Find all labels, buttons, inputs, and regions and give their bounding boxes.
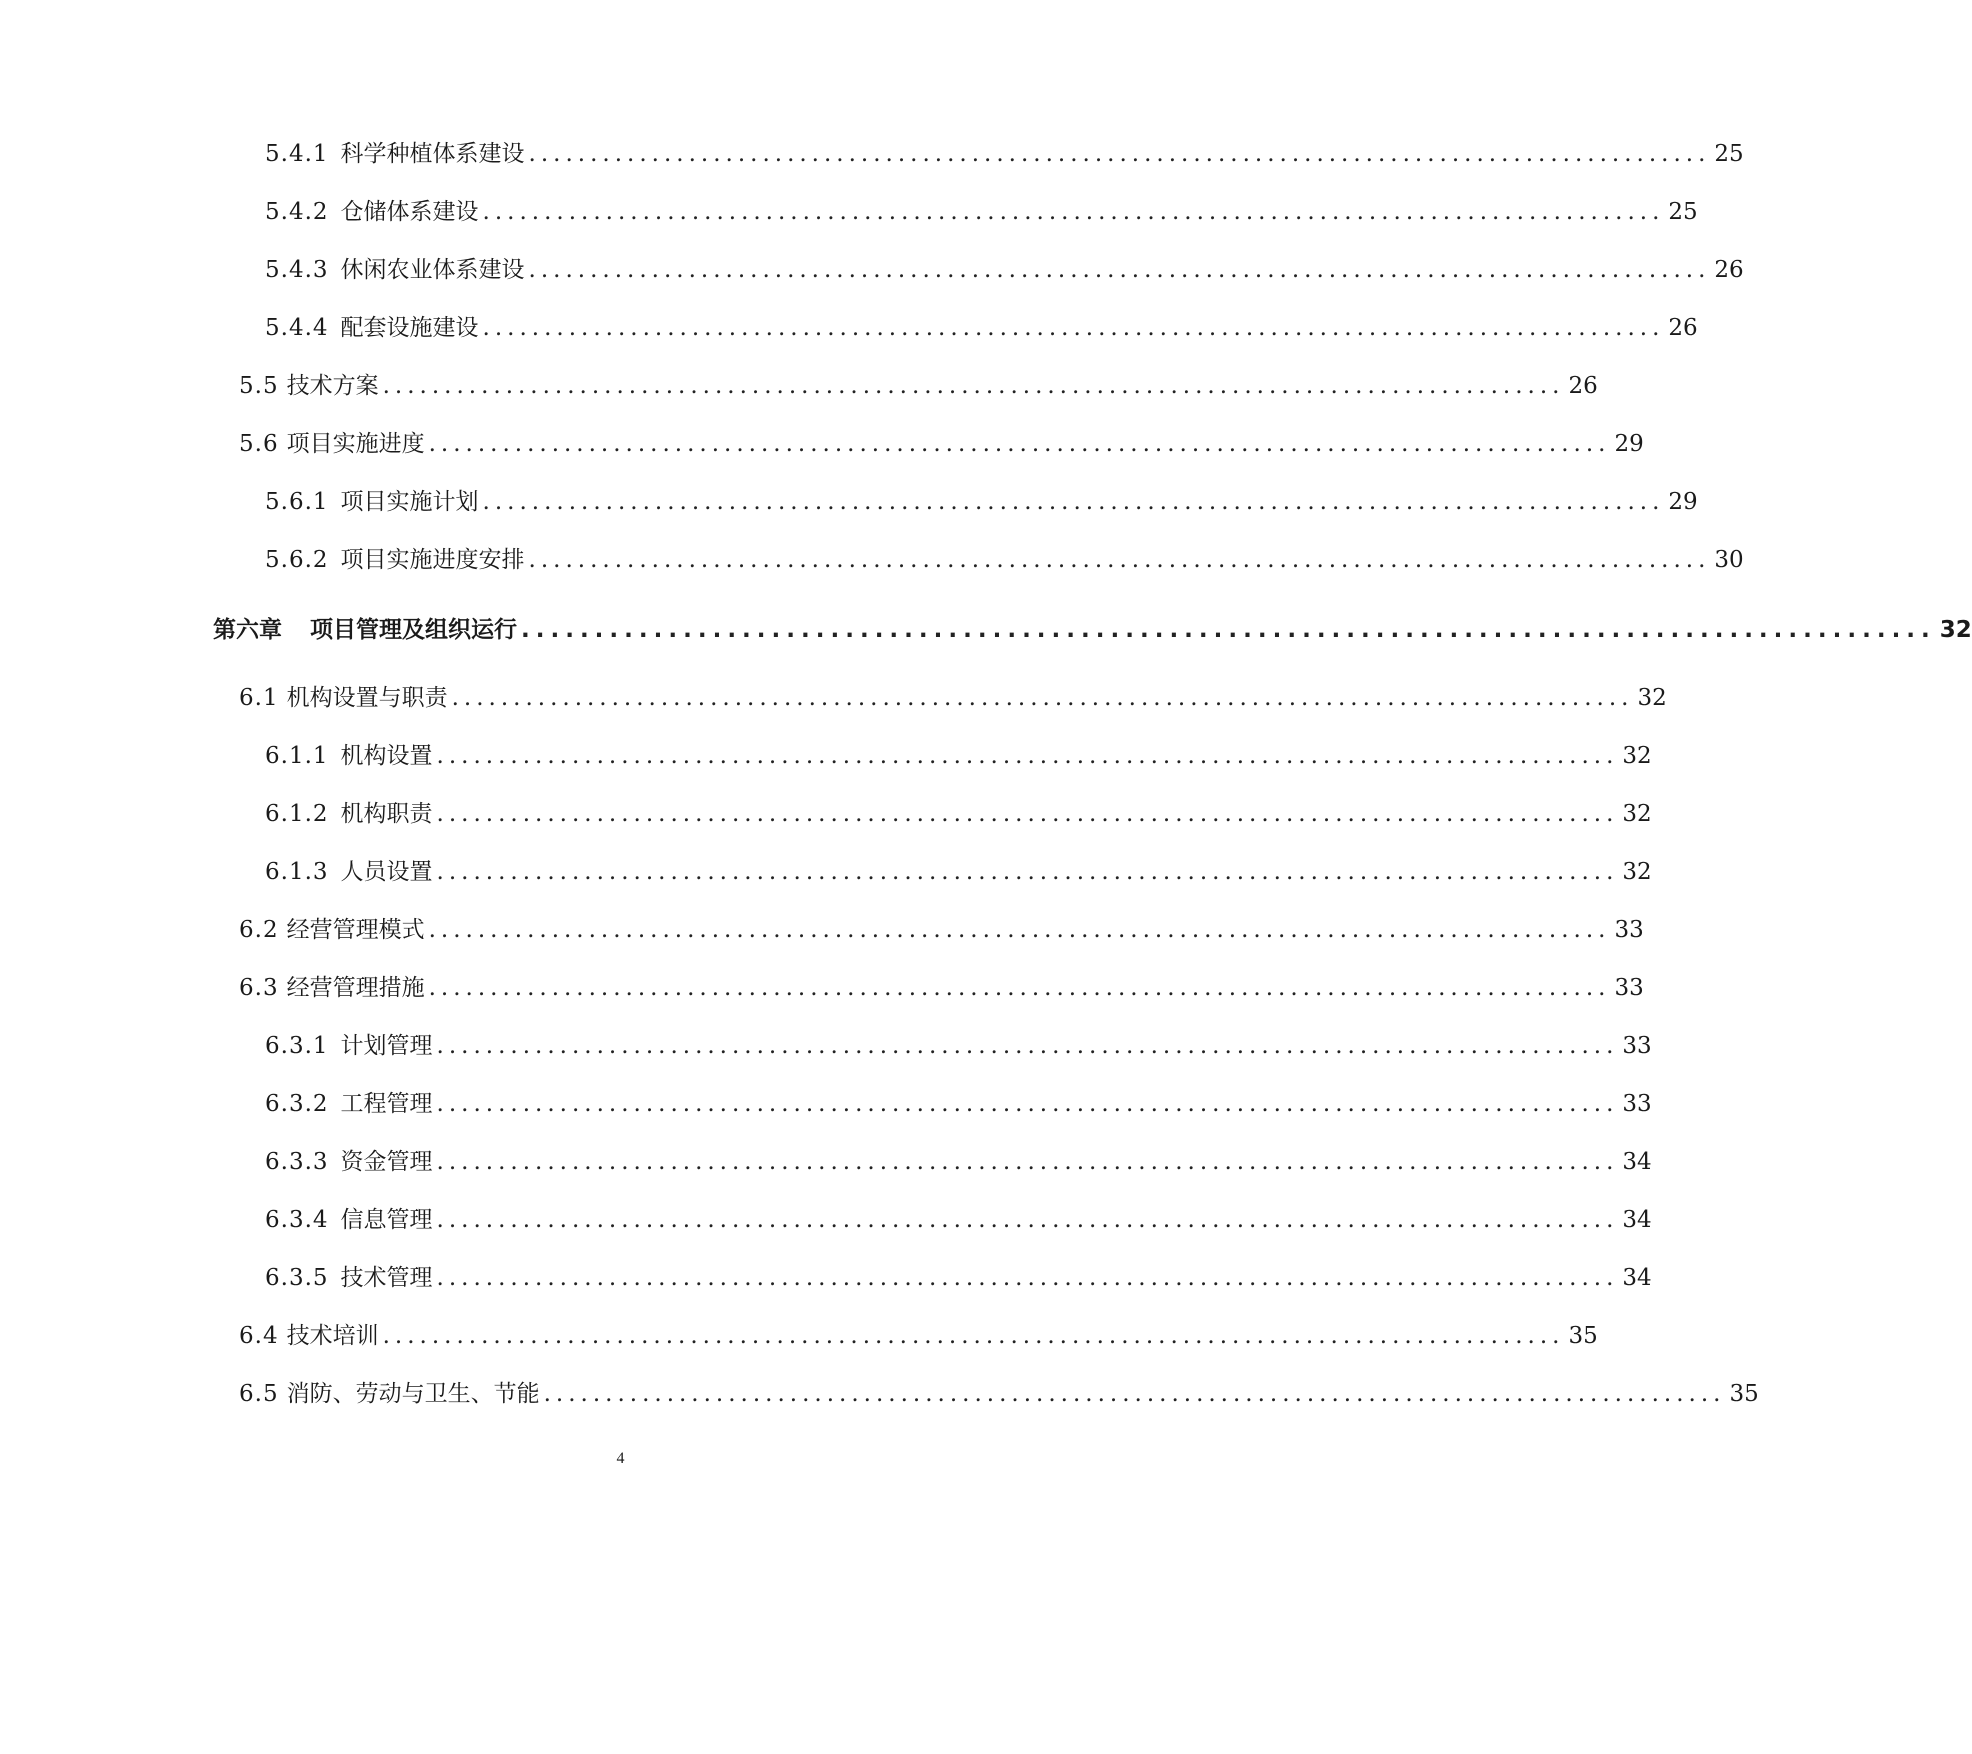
toc-entry-number: 6.5 (239, 1381, 279, 1407)
toc-entry-number: 6.1.2 (265, 801, 329, 827)
toc-entry-page: 25 (1714, 141, 1744, 167)
toc-entry-number: 5.4.2 (265, 199, 329, 225)
toc-entry[interactable] (265, 850, 1652, 886)
toc-entry[interactable] (265, 792, 1652, 828)
toc-entry[interactable] (239, 966, 1644, 1002)
toc-entry-page: 30 (1714, 547, 1744, 573)
toc-entry-title: 项目实施计划 (340, 489, 479, 515)
toc-entry-number: 6.1.1 (265, 743, 329, 769)
toc-entry[interactable] (265, 1024, 1652, 1060)
toc-entry-number: 5.4.3 (265, 257, 329, 283)
toc-dot-leader: ................................................................................................ (436, 1033, 1619, 1059)
toc-entry-number: 6.4 (239, 1323, 279, 1349)
toc-entry-number: 6.3 (239, 975, 279, 1001)
toc-dot-leader: ................................................................................................ (436, 859, 1619, 885)
toc-entry-page: 32 (1637, 685, 1667, 711)
toc-entry[interactable] (265, 248, 1744, 284)
toc-entry-title: 消防、劳动与卫生、节能 (286, 1381, 540, 1407)
toc-entry-page: 33 (1622, 1091, 1652, 1117)
page-number: 4 (616, 1450, 625, 1467)
toc-entry-page: 32 (1622, 743, 1652, 769)
toc-entry[interactable] (239, 908, 1644, 944)
toc-entry-title: 人员设置 (340, 859, 433, 885)
toc-entry-number: 5.6.2 (265, 547, 329, 573)
toc-chapter-entry[interactable] (213, 608, 1972, 644)
toc-entry[interactable] (239, 1372, 1759, 1408)
toc-entry-page: 33 (1614, 975, 1644, 1001)
toc-dot-leader: ................................................................................................ (528, 547, 1711, 573)
toc-entry-number: 第六章 (213, 617, 282, 643)
toc-entry-number: 6.2 (239, 917, 279, 943)
toc-entry-title: 机构设置与职责 (286, 685, 448, 711)
toc-entry-title: 项目管理及组织运行 (310, 617, 517, 643)
toc-entry-number: 6.3.2 (265, 1091, 329, 1117)
toc-dot-leader: ................................................................................................ (436, 1091, 1619, 1117)
toc-dot-leader: ................................................................................................ (521, 617, 1936, 643)
toc-entry[interactable] (239, 1314, 1598, 1350)
toc-entry-page: 29 (1614, 431, 1644, 457)
toc-entry-page: 25 (1668, 199, 1698, 225)
toc-entry-page: 32 (1939, 617, 1972, 643)
toc-entry-page: 34 (1622, 1265, 1652, 1291)
toc-entry-page: 32 (1622, 859, 1652, 885)
toc-entry[interactable] (265, 1082, 1652, 1118)
toc-entry-page: 33 (1622, 1033, 1652, 1059)
toc-dot-leader: ................................................................................................ (482, 489, 1665, 515)
toc-entry-title: 配套设施建设 (340, 315, 479, 341)
toc-entry-page: 26 (1714, 257, 1744, 283)
toc-entry[interactable] (265, 306, 1698, 342)
toc-entry-page: 32 (1622, 801, 1652, 827)
toc-entry-title: 经营管理模式 (286, 917, 425, 943)
toc-entry-title: 计划管理 (340, 1033, 433, 1059)
toc-dot-leader: ................................................................................................ (482, 315, 1665, 341)
toc-entry-title: 技术方案 (286, 373, 379, 399)
toc-entry[interactable] (265, 538, 1744, 574)
toc-dot-leader: ................................................................................................ (428, 917, 1611, 943)
toc-entry-title: 机构设置 (340, 743, 433, 769)
toc-entry[interactable] (239, 422, 1644, 458)
toc-dot-leader: ................................................................................................ (543, 1381, 1726, 1407)
toc-entry-page: 26 (1668, 315, 1698, 341)
toc-entry-title: 工程管理 (340, 1091, 433, 1117)
toc-entry-page: 33 (1614, 917, 1644, 943)
toc-entry-number: 6.3.4 (265, 1207, 329, 1233)
toc-entry-title: 经营管理措施 (286, 975, 425, 1001)
toc-entry-number: 6.3.5 (265, 1265, 329, 1291)
toc-entry[interactable] (265, 1140, 1652, 1176)
toc-entry-title: 机构职责 (340, 801, 433, 827)
toc-entry[interactable] (239, 364, 1598, 400)
toc-entry-title: 技术管理 (340, 1265, 433, 1291)
toc-entry-page: 29 (1668, 489, 1698, 515)
toc-entry-title: 项目实施进度 (286, 431, 425, 457)
toc-dot-leader: ................................................................................................ (436, 1149, 1619, 1175)
toc-dot-leader: ................................................................................................ (482, 199, 1665, 225)
toc-entry[interactable] (265, 734, 1652, 770)
toc-entry-page: 35 (1568, 1323, 1598, 1349)
toc-entry-number: 6.1.3 (265, 859, 329, 885)
toc-dot-leader: ................................................................................................ (428, 431, 1611, 457)
toc-entry-title: 仓储体系建设 (340, 199, 479, 225)
toc-entry[interactable] (265, 190, 1698, 226)
toc-entry-number: 6.3.1 (265, 1033, 329, 1059)
toc-dot-leader: ................................................................................................ (451, 685, 1634, 711)
toc-dot-leader: ................................................................................................ (436, 801, 1619, 827)
toc-entry-title: 休闲农业体系建设 (340, 257, 525, 283)
toc-entry-page: 34 (1622, 1207, 1652, 1233)
toc-entry-number: 5.6 (239, 431, 279, 457)
toc-entry-page: 35 (1729, 1381, 1759, 1407)
toc-entry-title: 资金管理 (340, 1149, 433, 1175)
toc-dot-leader: ................................................................................................ (436, 1207, 1619, 1233)
toc-entry-number: 5.4.1 (265, 141, 329, 167)
toc-dot-leader: ................................................................................................ (528, 257, 1711, 283)
toc-entry-title: 科学种植体系建设 (340, 141, 525, 167)
toc-dot-leader: ................................................................................................ (528, 141, 1711, 167)
toc-entry-number: 5.6.1 (265, 489, 329, 515)
toc-entry-page: 34 (1622, 1149, 1652, 1175)
toc-dot-leader: ................................................................................................ (436, 1265, 1619, 1291)
toc-dot-leader: ................................................................................................ (428, 975, 1611, 1001)
toc-entry[interactable] (265, 1198, 1652, 1234)
toc-entry-number: 5.5 (239, 373, 279, 399)
toc-dot-leader: ................................................................................................ (382, 1323, 1565, 1349)
toc-dot-leader: ................................................................................................ (382, 373, 1565, 399)
toc-entry-number: 5.4.4 (265, 315, 329, 341)
toc-entry[interactable] (239, 676, 1667, 712)
toc-entry[interactable] (265, 132, 1744, 168)
toc-entry-number: 6.3.3 (265, 1149, 329, 1175)
toc-entry[interactable] (265, 480, 1698, 516)
toc-entry-title: 项目实施进度安排 (340, 547, 525, 573)
toc-dot-leader: ................................................................................................ (436, 743, 1619, 769)
toc-entry-number: 6.1 (239, 685, 279, 711)
toc-entry-title: 技术培训 (286, 1323, 379, 1349)
toc-entry[interactable] (265, 1256, 1652, 1292)
toc-entry-page: 26 (1568, 373, 1598, 399)
toc-entry-title: 信息管理 (340, 1207, 433, 1233)
